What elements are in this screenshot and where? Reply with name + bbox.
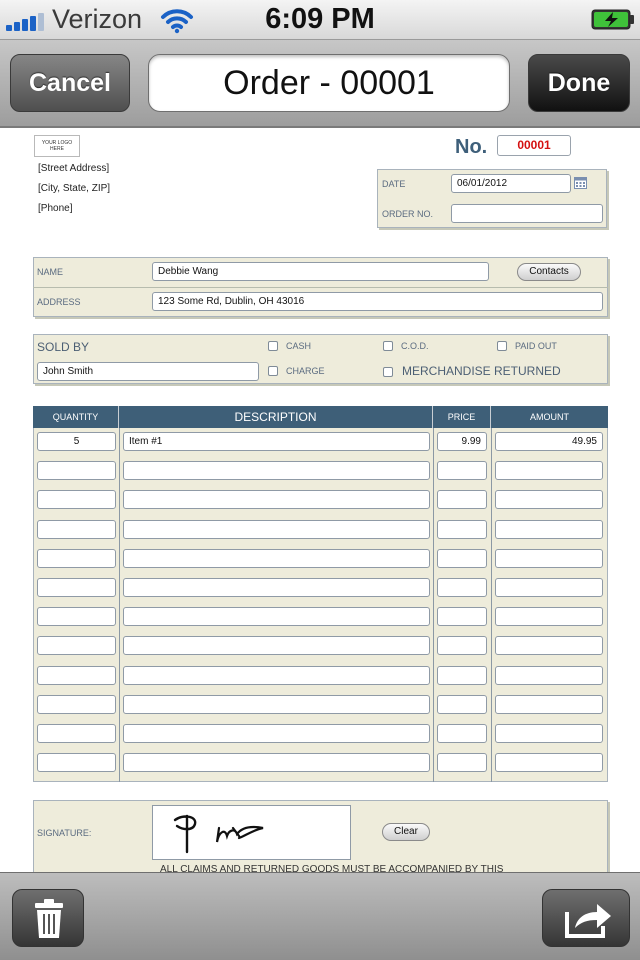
signature-drawing [153,806,352,861]
clear-signature-button[interactable]: Clear [382,823,430,841]
cell-description[interactable] [123,490,430,509]
address-field[interactable]: 123 Some Rd, Dublin, OH 43016 [152,292,603,311]
order-no-label: ORDER NO. [382,209,434,219]
column-divider [119,428,120,782]
navigation-bar [0,40,640,128]
status-time: 6:09 PM [265,3,375,35]
cell-price[interactable] [437,490,487,509]
cell-quantity[interactable] [37,578,116,597]
cell-price[interactable] [437,607,487,626]
cancel-button[interactable]: Cancel [10,54,130,112]
cod-checkbox[interactable] [383,341,393,351]
cell-description[interactable] [123,520,430,539]
cell-description[interactable] [123,578,430,597]
cell-quantity[interactable] [37,490,116,509]
cell-amount[interactable] [495,666,603,685]
done-button[interactable]: Done [528,54,630,112]
sold-by-label: SOLD BY [37,340,90,354]
cod-label: C.O.D. [401,341,429,351]
cell-quantity[interactable] [37,549,116,568]
cell-amount[interactable] [495,578,603,597]
city-state-zip: [City, State, ZIP] [38,183,111,194]
cell-quantity[interactable] [37,666,116,685]
cell-price[interactable] [437,461,487,480]
battery-charging-icon [591,9,635,30]
charge-checkbox[interactable] [268,366,278,376]
cell-price[interactable] [437,695,487,714]
cell-amount[interactable] [495,695,603,714]
cell-price[interactable] [437,578,487,597]
cell-price[interactable] [437,666,487,685]
carrier-name: Verizon [52,4,143,34]
cell-quantity[interactable] [37,461,116,480]
merchandise-returned-checkbox[interactable] [383,367,393,377]
logo-placeholder: YOUR LOGO HERE [34,135,80,157]
cell-description[interactable] [123,666,430,685]
cell-amount[interactable] [495,461,603,480]
cell-description[interactable] [123,461,430,480]
cell-amount[interactable] [495,490,603,509]
quantity-header: QUANTITY [33,406,119,428]
share-button[interactable] [542,889,630,947]
phone: [Phone] [38,203,73,214]
order-form [0,130,640,872]
cell-description[interactable] [123,636,430,655]
cell-description[interactable]: Item #1 [123,432,430,451]
cell-quantity[interactable] [37,724,116,743]
cell-amount[interactable] [495,549,603,568]
customer-divider [33,287,608,288]
column-divider [491,428,492,782]
cell-quantity[interactable] [37,695,116,714]
trash-icon [13,890,85,948]
cash-label: CASH [286,341,312,351]
name-field[interactable]: Debbie Wang [152,262,489,281]
cell-quantity[interactable] [37,636,116,655]
cell-price[interactable] [437,724,487,743]
sold-by-field[interactable]: John Smith [37,362,259,381]
cell-description[interactable] [123,724,430,743]
column-divider [433,428,434,782]
cell-description[interactable] [123,549,430,568]
name-label: NAME [37,267,64,277]
cell-price[interactable]: 9.99 [437,432,487,451]
status-bar [0,0,640,40]
street-address: [Street Address] [38,163,110,174]
cell-price[interactable] [437,549,487,568]
cell-price[interactable] [437,753,487,772]
date-field[interactable]: 06/01/2012 [451,174,571,193]
cell-description[interactable] [123,607,430,626]
paid-out-checkbox[interactable] [497,341,507,351]
price-header: PRICE [433,406,491,428]
cell-description[interactable] [123,695,430,714]
cash-checkbox[interactable] [268,341,278,351]
fine-print: ALL CLAIMS AND RETURNED GOODS MUST BE ACCOMPANIED BY THIS [160,864,504,872]
cell-amount[interactable] [495,607,603,626]
calendar-icon[interactable] [574,177,587,189]
wifi-icon [160,6,194,34]
address-label: ADDRESS [37,297,81,307]
cell-price[interactable] [437,520,487,539]
cell-amount[interactable] [495,753,603,772]
cell-amount[interactable] [495,636,603,655]
cell-quantity[interactable] [37,753,116,772]
charge-label: CHARGE [286,366,325,376]
order-no-field[interactable] [451,204,603,223]
cell-description[interactable] [123,753,430,772]
signal-bars-icon [6,11,48,31]
contacts-button[interactable]: Contacts [517,263,581,281]
cell-amount[interactable]: 49.95 [495,432,603,451]
bottom-toolbar [0,872,640,960]
description-header: DESCRIPTION [119,406,433,428]
date-label: DATE [382,179,406,189]
amount-header: AMOUNT [491,406,608,428]
signature-pad[interactable] [152,805,351,860]
cell-quantity[interactable]: 5 [37,432,116,451]
order-number-value[interactable]: 00001 [497,135,571,156]
cell-amount[interactable] [495,520,603,539]
cell-quantity[interactable] [37,607,116,626]
merchandise-returned-label: MERCHANDISE RETURNED [402,364,561,378]
delete-button[interactable] [12,889,84,947]
cell-amount[interactable] [495,724,603,743]
cell-price[interactable] [437,636,487,655]
signature-label: SIGNATURE: [37,828,92,838]
share-icon [543,890,631,948]
order-number-label: No. [455,136,488,158]
paid-out-label: PAID OUT [515,341,557,351]
cell-quantity[interactable] [37,520,116,539]
page-title: Order - 00001 [148,54,510,112]
